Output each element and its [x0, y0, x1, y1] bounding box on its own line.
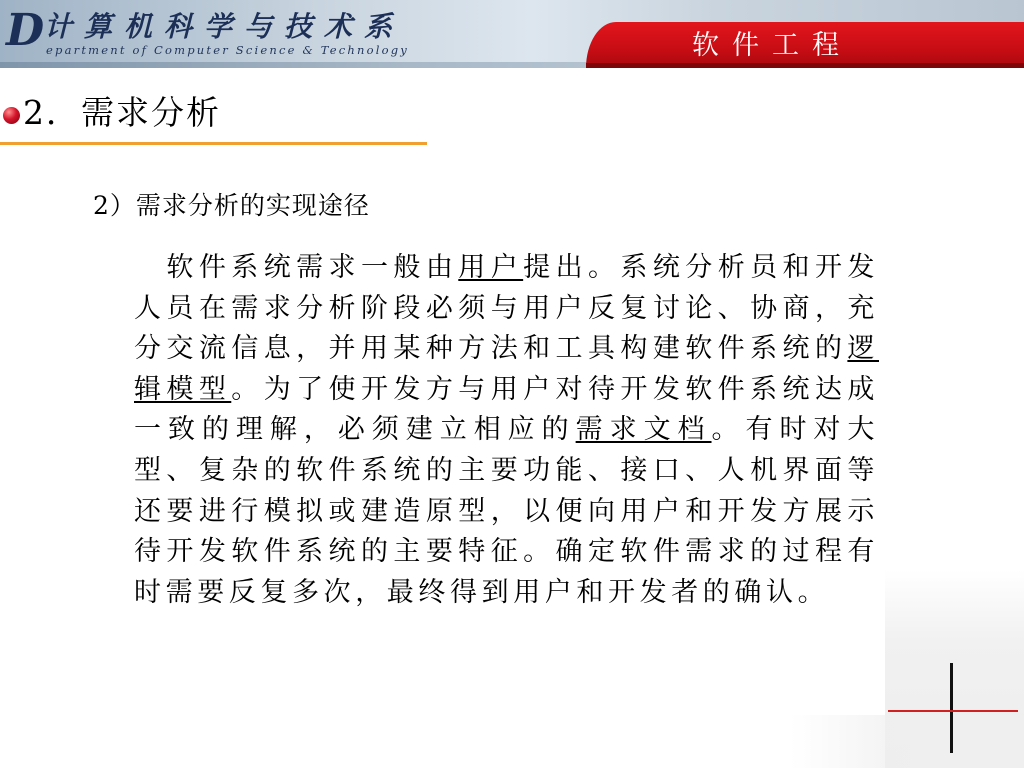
course-tab [586, 22, 1024, 68]
header-banner [0, 0, 1024, 68]
section-divider [0, 142, 427, 145]
department-name-cn: 计算机科学与技术系 [44, 10, 405, 43]
subheading: 2）需求分析的实现途径 [93, 191, 370, 220]
link-logical-model[interactable]: 逻辑模型 [134, 333, 879, 405]
link-requirements-doc[interactable]: 需求文档 [575, 414, 712, 446]
paragraph-text: 提出。系统分析员和开发人员在需求分析阶段必须与用户反复讨论、协商，充分交流信息，并用某种方法和工具构建软件系统的 [134, 252, 880, 365]
section-title: 2．需求分析 [23, 93, 221, 132]
course-title: 软件工程 [692, 30, 852, 61]
crosshair-vertical-line [950, 663, 953, 753]
paragraph-text: 软件系统需求一般由 [134, 252, 459, 283]
department-logo-initial: D [6, 5, 45, 56]
decorative-glow [790, 715, 1024, 768]
crosshair-horizontal-line [888, 710, 1018, 712]
department-name-en: epartment of Computer Science & Technology [46, 43, 409, 57]
link-user[interactable]: 用户 [458, 252, 524, 283]
body-paragraph [134, 248, 879, 613]
paragraph-text: 。有时对大型、复杂的软件系统的主要功能、接口、人机界面等还要进行模拟或建造原型，以便向用户和开发方展示待开发软件系统的主要特征。确定软件需求的过程有时需要反复多次，最终得到用户和开发者的确认。 [134, 414, 879, 608]
bullet-icon [3, 107, 20, 124]
paragraph-text: 。为了使开发方与用户对待开发软件系统达成一致的理解，必须建立相应的 [134, 373, 879, 446]
